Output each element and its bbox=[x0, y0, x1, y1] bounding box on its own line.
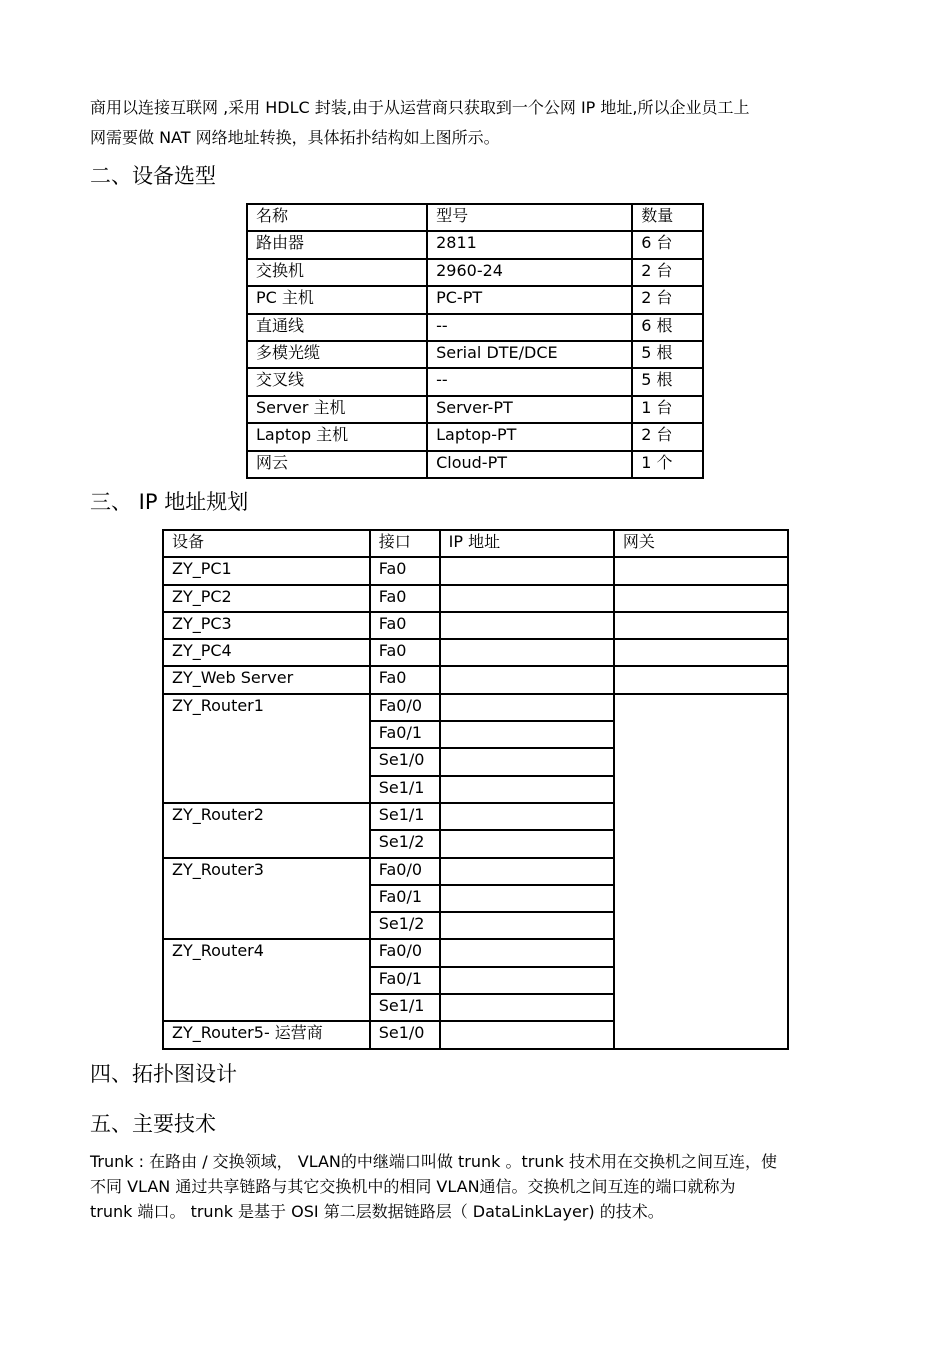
table-cell: 5 根 bbox=[632, 341, 703, 368]
gateway-cell bbox=[614, 585, 788, 612]
intro-paragraph bbox=[90, 93, 860, 153]
table-row bbox=[247, 396, 703, 423]
table-cell: Laptop-PT bbox=[427, 423, 632, 450]
table-cell: 交叉线 bbox=[247, 368, 427, 395]
table-row bbox=[247, 423, 703, 450]
interface-cell: Fa0/1 bbox=[370, 885, 440, 912]
section-heading-topology: 四、拓扑图设计 bbox=[90, 1062, 237, 1086]
gateway-cell bbox=[614, 666, 788, 693]
section-heading-equipment: 二、设备选型 bbox=[90, 164, 216, 188]
interface-cell: Fa0/1 bbox=[370, 967, 440, 994]
column-header: 设备 bbox=[163, 530, 370, 557]
interface-cell: Se1/1 bbox=[370, 776, 440, 803]
column-header: 网关 bbox=[614, 530, 788, 557]
table-row bbox=[163, 612, 788, 639]
ip-address-cell bbox=[440, 803, 614, 830]
table-header-row bbox=[247, 204, 703, 231]
ip-address-cell bbox=[440, 939, 614, 966]
gateway-cell bbox=[614, 639, 788, 666]
interface-cell: Se1/0 bbox=[370, 1021, 440, 1048]
column-header: 接口 bbox=[370, 530, 440, 557]
interface-cell: Fa0 bbox=[370, 557, 440, 584]
interface-cell: Fa0 bbox=[370, 612, 440, 639]
intro-line-1: 商用以连接互联网 ,采用 HDLC 封装,由于从运营商只获取到一个公网 IP 地址,所以企业员工上 bbox=[90, 98, 750, 117]
interface-cell: Se1/2 bbox=[370, 830, 440, 857]
ip-address-cell bbox=[440, 694, 614, 721]
table-cell: 6 根 bbox=[632, 314, 703, 341]
tech-line-2: 不同 VLAN 通过共享链路与其它交换机中的相同 VLAN通信。交换机之间互连的端口就称为 bbox=[90, 1177, 736, 1196]
device-cell: ZY_Router1 bbox=[163, 694, 370, 803]
column-header: 名称 bbox=[247, 204, 427, 231]
table-cell: Serial DTE/DCE bbox=[427, 341, 632, 368]
ip-address-cell bbox=[440, 776, 614, 803]
device-cell: ZY_Router2 bbox=[163, 803, 370, 858]
interface-cell: Fa0/1 bbox=[370, 721, 440, 748]
ip-address-cell bbox=[440, 1021, 614, 1048]
interface-cell: Fa0 bbox=[370, 666, 440, 693]
table-row bbox=[247, 259, 703, 286]
table-cell: 2 台 bbox=[632, 423, 703, 450]
ip-address-cell bbox=[440, 967, 614, 994]
interface-cell: Fa0/0 bbox=[370, 694, 440, 721]
device-cell: ZY_Router3 bbox=[163, 858, 370, 940]
ip-address-cell bbox=[440, 858, 614, 885]
table-cell: 路由器 bbox=[247, 231, 427, 258]
table-cell: Cloud-PT bbox=[427, 451, 632, 478]
tech-line-3: trunk 端口。 trunk 是基于 OSI 第二层数据链路层（ DataLinkLayer) 的技术。 bbox=[90, 1202, 664, 1221]
table-header-row bbox=[163, 530, 788, 557]
table-cell: PC 主机 bbox=[247, 286, 427, 313]
ip-address-cell bbox=[440, 721, 614, 748]
ip-address-cell bbox=[440, 612, 614, 639]
table-cell: 多模光缆 bbox=[247, 341, 427, 368]
ip-address-cell bbox=[440, 912, 614, 939]
gateway-cell bbox=[614, 557, 788, 584]
interface-cell: Fa0 bbox=[370, 585, 440, 612]
column-header: IP 地址 bbox=[440, 530, 614, 557]
table-cell: 直通线 bbox=[247, 314, 427, 341]
table-cell: 6 台 bbox=[632, 231, 703, 258]
device-cell: ZY_Web Server bbox=[163, 666, 370, 693]
table-row bbox=[163, 557, 788, 584]
table-row bbox=[163, 666, 788, 693]
device-cell: ZY_Router5- 运营商 bbox=[163, 1021, 370, 1048]
table-cell: 2811 bbox=[427, 231, 632, 258]
interface-cell: Se1/2 bbox=[370, 912, 440, 939]
ip-address-cell bbox=[440, 830, 614, 857]
interface-cell: Fa0 bbox=[370, 639, 440, 666]
table-row bbox=[247, 314, 703, 341]
intro-line-2: 网需要做 NAT 网络地址转换，具体拓扑结构如上图所示。 bbox=[90, 128, 500, 147]
column-header: 型号 bbox=[427, 204, 632, 231]
table-cell: 2 台 bbox=[632, 259, 703, 286]
table-cell: -- bbox=[427, 368, 632, 395]
table-row bbox=[247, 286, 703, 313]
ip-address-cell bbox=[440, 557, 614, 584]
ip-address-cell bbox=[440, 885, 614, 912]
table-cell: PC-PT bbox=[427, 286, 632, 313]
section-heading-ip-plan: 三、 IP 地址规划 bbox=[90, 490, 249, 514]
device-cell: ZY_PC4 bbox=[163, 639, 370, 666]
table-row bbox=[247, 451, 703, 478]
table-cell: 2 台 bbox=[632, 286, 703, 313]
table-row bbox=[163, 639, 788, 666]
table-cell: 2960-24 bbox=[427, 259, 632, 286]
interface-cell: Fa0/0 bbox=[370, 939, 440, 966]
gateway-cell bbox=[614, 612, 788, 639]
table-cell: Server-PT bbox=[427, 396, 632, 423]
table-row bbox=[247, 341, 703, 368]
ip-address-cell bbox=[440, 748, 614, 775]
table-cell: 5 根 bbox=[632, 368, 703, 395]
device-cell: ZY_PC3 bbox=[163, 612, 370, 639]
table-cell: 网云 bbox=[247, 451, 427, 478]
interface-cell: Se1/1 bbox=[370, 803, 440, 830]
ip-address-cell bbox=[440, 666, 614, 693]
interface-cell: Se1/1 bbox=[370, 994, 440, 1021]
table-cell: 1 个 bbox=[632, 451, 703, 478]
section-heading-technology: 五、主要技术 bbox=[90, 1112, 216, 1136]
table-row bbox=[247, 231, 703, 258]
equipment-table bbox=[246, 203, 704, 479]
table-cell: -- bbox=[427, 314, 632, 341]
column-header: 数量 bbox=[632, 204, 703, 231]
table-cell: 交换机 bbox=[247, 259, 427, 286]
table-cell: 1 台 bbox=[632, 396, 703, 423]
table-cell: Server 主机 bbox=[247, 396, 427, 423]
interface-cell: Se1/0 bbox=[370, 748, 440, 775]
device-cell: ZY_PC1 bbox=[163, 557, 370, 584]
ip-address-cell bbox=[440, 994, 614, 1021]
gateway-cell bbox=[614, 694, 788, 1049]
table-row bbox=[163, 585, 788, 612]
tech-line-1: Trunk : 在路由 / 交换领域， VLAN的中继端口叫做 trunk 。trunk 技术用在交换机之间互连，使 bbox=[90, 1152, 777, 1171]
ip-address-cell bbox=[440, 639, 614, 666]
table-row bbox=[163, 694, 788, 721]
device-cell: ZY_Router4 bbox=[163, 939, 370, 1021]
ip-address-cell bbox=[440, 585, 614, 612]
interface-cell: Fa0/0 bbox=[370, 858, 440, 885]
device-cell: ZY_PC2 bbox=[163, 585, 370, 612]
table-cell: Laptop 主机 bbox=[247, 423, 427, 450]
table-row bbox=[247, 368, 703, 395]
technology-paragraph bbox=[90, 1149, 860, 1224]
ip-plan-table bbox=[162, 529, 789, 1050]
